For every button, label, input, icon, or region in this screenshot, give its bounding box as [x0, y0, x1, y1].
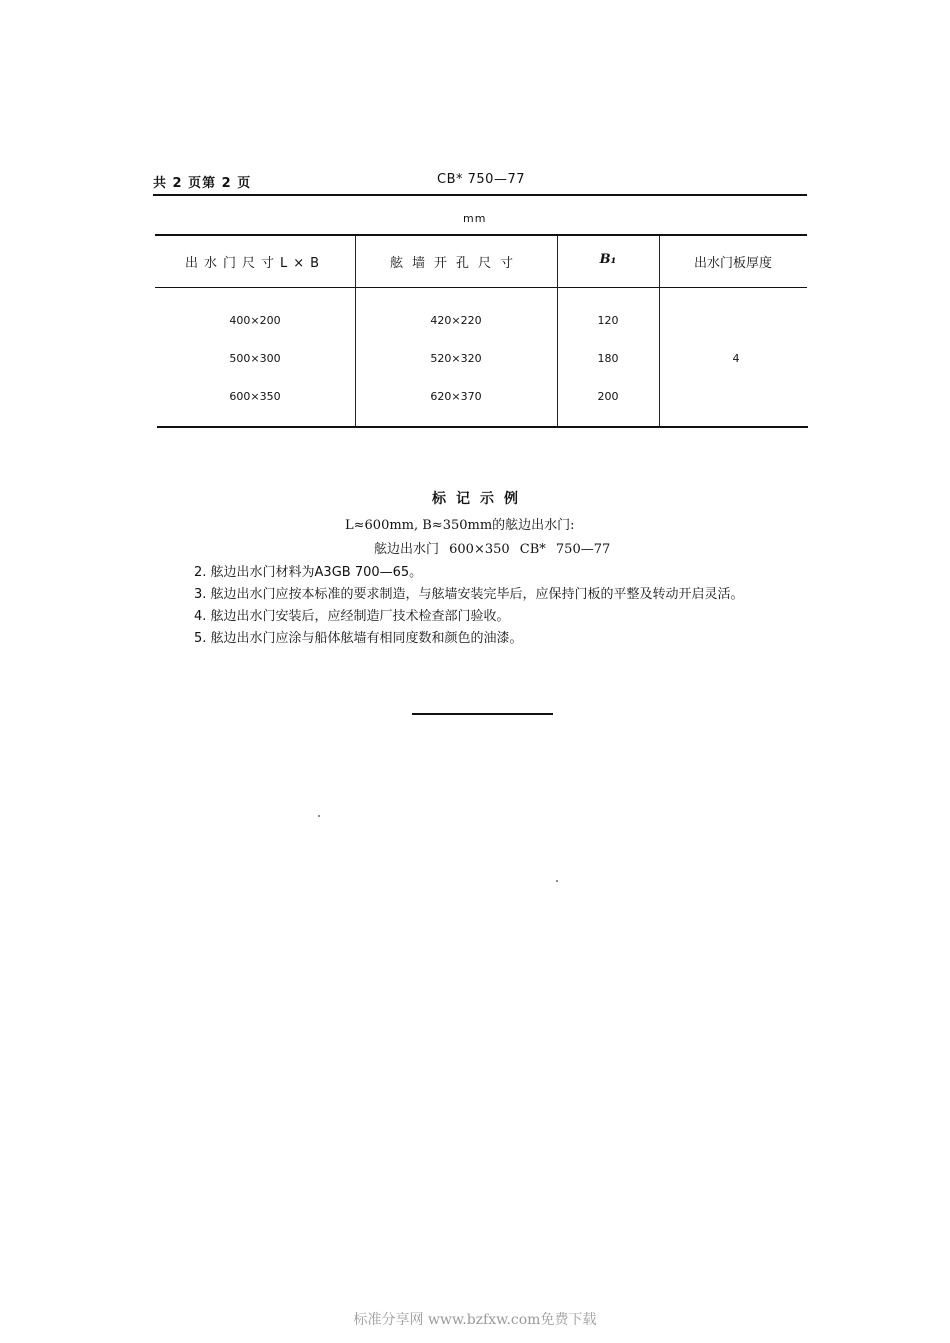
table-cell: 180 [597, 352, 619, 365]
marking-line-1: L≈600mm, B≈350mm的舷边出水门: [345, 518, 575, 533]
standard-code: CB* 750—77 [437, 172, 525, 187]
end-rule [412, 713, 553, 715]
header-opening-size: 舷墙开孔尺寸 [389, 256, 522, 271]
header-plate-thickness: 出水门板厚度 [693, 256, 772, 271]
note-item: 4. 舷边出水门安装后，应经制造厂技术检查部门验收。 [194, 609, 510, 624]
note-item: 2. 舷边出水门材料为A3GB 700—65。 [194, 565, 423, 580]
table-top-rule [155, 234, 807, 236]
note-item: 5. 舷边出水门应涂与船体舷墙有相同度数和颜色的油漆。 [194, 631, 523, 646]
table-unit: mm [463, 212, 487, 225]
scan-speck [556, 880, 558, 882]
thickness-value: 4 [732, 352, 740, 365]
table-cell: 500×300 [229, 352, 281, 365]
note-item: 3. 舷边出水门应按本标准的要求制造，与舷墙安装完毕后，应保持门板的平整及转动开启灵活。 [194, 587, 744, 602]
footer-watermark: 标准分享网 www.bzfxw.com免费下载 [353, 1312, 597, 1328]
marking-example-title: 标记示例 [432, 491, 528, 507]
table-cell: 400×200 [229, 314, 281, 327]
table-cell: 200 [597, 390, 619, 403]
table-column-divider [659, 236, 660, 426]
scan-speck [318, 815, 320, 817]
table-cell: 620×370 [430, 390, 482, 403]
header-b1: B₁ [599, 252, 617, 267]
page-info: 共 2 页第 2 页 [153, 176, 252, 191]
table-cell: 520×320 [430, 352, 482, 365]
table-cell: 420×220 [430, 314, 482, 327]
header-rule [153, 194, 807, 196]
table-cell: 600×350 [229, 390, 281, 403]
table-bottom-rule [157, 426, 808, 428]
table-cell: 120 [597, 314, 619, 327]
table-header-rule [155, 287, 807, 288]
header-door-size: 出水门尺寸L×B [184, 256, 326, 271]
marking-line-2: 舷边出水门 600×350 CB* 750—77 [374, 542, 611, 557]
